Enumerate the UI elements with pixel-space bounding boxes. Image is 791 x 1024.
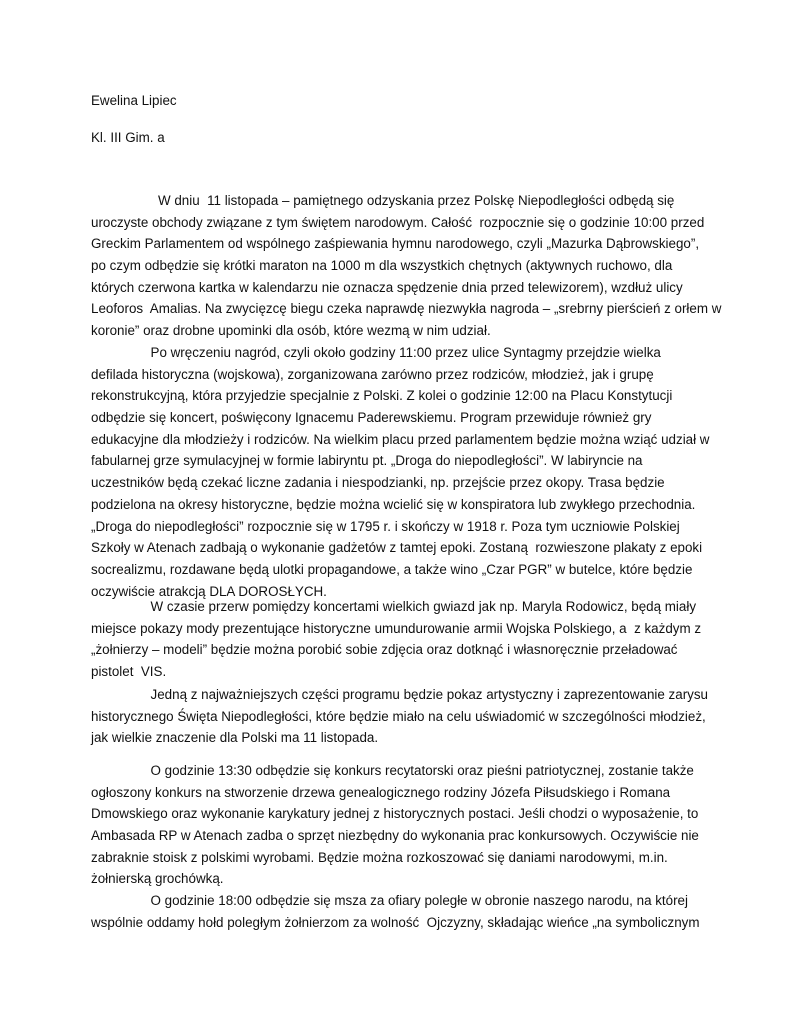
text-line: uczestników będą czekać liczne zadania i niespodzianki, np. przejście przez okopy. Trasa będzie [91, 475, 665, 491]
text-line: żołnierską grochówką. [91, 871, 224, 887]
text-line: jak wielkie znaczenie dla Polski ma 11 listopada. [91, 730, 379, 746]
text-line: ogłoszony konkurs na stworzenie drzewa genealogicznego rodziny Józefa Piłsudskiego i Romana [91, 784, 671, 800]
text-line: Po wręczeniu nagród, czyli około godziny 11:00 przez ulice Syntagmy przejdzie wielka [91, 345, 661, 360]
author-name: Ewelina Lipiec [91, 93, 177, 108]
text-line: „żołnierzy – modeli” będzie można porobić sobie zdjęcia oraz dotknąć i własnoręcznie przeładować [91, 642, 678, 658]
text-line: rekonstrukcyjną, która przyjedzie specjalnie z Polski. Z kolei o godzinie 12:00 na Placu Konstytucji [91, 388, 673, 404]
text-line: podzielona na okresy historyczne, będzie można wcielić się w konspiratora lub zwykłego przechodnia. [91, 496, 696, 512]
text-line: po czym odbędzie się krótki maraton na 1000 m dla wszystkich chętnych (aktywnych ruchowo, dla [91, 258, 673, 274]
text-line: Greckim Parlamentem od wspólnego zaśpiewania hymnu narodowego, czyli „Mazurka Dąbrowskiego”, [91, 236, 700, 252]
text-line: uroczyste obchody związane z tym świętem narodowym. Całość rozpocznie się o godzinie 10:00 przed [91, 214, 705, 230]
text-line: „Droga do niepodległości” rozpocznie się w 1795 r. i skończy w 1918 r. Poza tym uczniowie Polskiej [91, 518, 680, 534]
text-line: edukacyjne dla młodzieży i rodziców. Na wielkim placu przed parlamentem będzie można wziąć udział w [91, 431, 710, 447]
paragraph-parade-and-games [91, 342, 711, 602]
paragraph-opening-ceremony [91, 190, 722, 342]
text-line: Jedną z najważniejszych części programu będzie pokaz artystyczny i zaprezentowanie zarysu [91, 687, 708, 702]
text-line: odbędzie się koncert, poświęcony Ignacemu Paderewskiemu. Program przewiduje również gry [91, 410, 652, 426]
text-line: koronie” oraz drobne upominki dla osób, które wezmą w nim udział. [91, 323, 491, 339]
text-line: Leoforos Amalias. Na zwycięzcę biegu czeka naprawdę niezwykła nagroda – „srebrny pierścień z orłem w [91, 301, 722, 317]
text-line: O godzinie 13:30 odbędzie się konkurs recytatorski oraz pieśni patriotycznej, zostanie także [91, 763, 694, 778]
text-line: O godzinie 18:00 odbędzie się msza za ofiary poległe w obronie naszego narodu, na której [91, 893, 688, 908]
text-line: Ambasada RP w Atenach zadba o sprzęt niezbędny do wykonania prac konkursowych. Oczywiście nie [91, 828, 699, 844]
text-line: Szkoły w Atenach zadbają o wykonanie gadżetów z tamtej epoki. Zostaną rozwieszone plakaty z epoki [91, 540, 703, 556]
text-line: wspólnie oddamy hołd poległym żołnierzom za wolność Ojczyzny, składając wieńce „na symbolicznym [91, 914, 700, 930]
paragraph-competitions [91, 760, 711, 890]
text-line: socrealizmu, rozdawane będą ulotki propagandowe, a także wino „Czar PGR” w butelce, które będzie [91, 561, 693, 577]
text-line: pistolet VIS. [91, 664, 167, 680]
text-line: W czasie przerw pomiędzy koncertami wielkich gwiazd jak np. Maryla Rodowicz, będą miały [91, 599, 697, 614]
text-line: których czerwona kartka w kalendarzu nie oznacza spędzenie dnia przed telewizorem), wzdłuż ulicy [91, 279, 683, 295]
text-line: historycznego Święta Niepodległości, które będzie miało na celu uświadomić w szczególności młodzież, [91, 708, 706, 724]
text-line: miejsce pokazy mody prezentujące historyczne umundurowanie armii Wojska Polskiego, a z każdym z [91, 620, 702, 636]
text-line: Dmowskiego oraz wykonanie karykatury jednej z historycznych postaci. Jeśli chodzi o wyposażenie, to [91, 806, 699, 822]
paragraph-mass [91, 890, 711, 933]
text-line: zabraknie stoisk z polskimi wyrobami. Będzie można rozkoszować się daniami narodowymi, m.in. [91, 849, 668, 865]
text-line: defilada historyczna (wojskowa), zorganizowana zarówno przez rodziców, młodzież, jak i grupę [91, 366, 654, 382]
text-line: W dniu 11 listopada – pamiętnego odzyskania przez Polskę Niepodległości odbędą się [91, 193, 675, 208]
text-line: oczywiście atrakcją DLA DOROSŁYCH. [91, 583, 327, 599]
text-line: fabularnej grze symulacyjnej w formie labiryntu pt. „Droga do niepodległości”. W labiryncie na [91, 453, 643, 469]
class-label: Kl. III Gim. a [91, 130, 165, 145]
paragraph-fashion-show [91, 596, 711, 683]
paragraph-artistic-show [91, 684, 711, 749]
